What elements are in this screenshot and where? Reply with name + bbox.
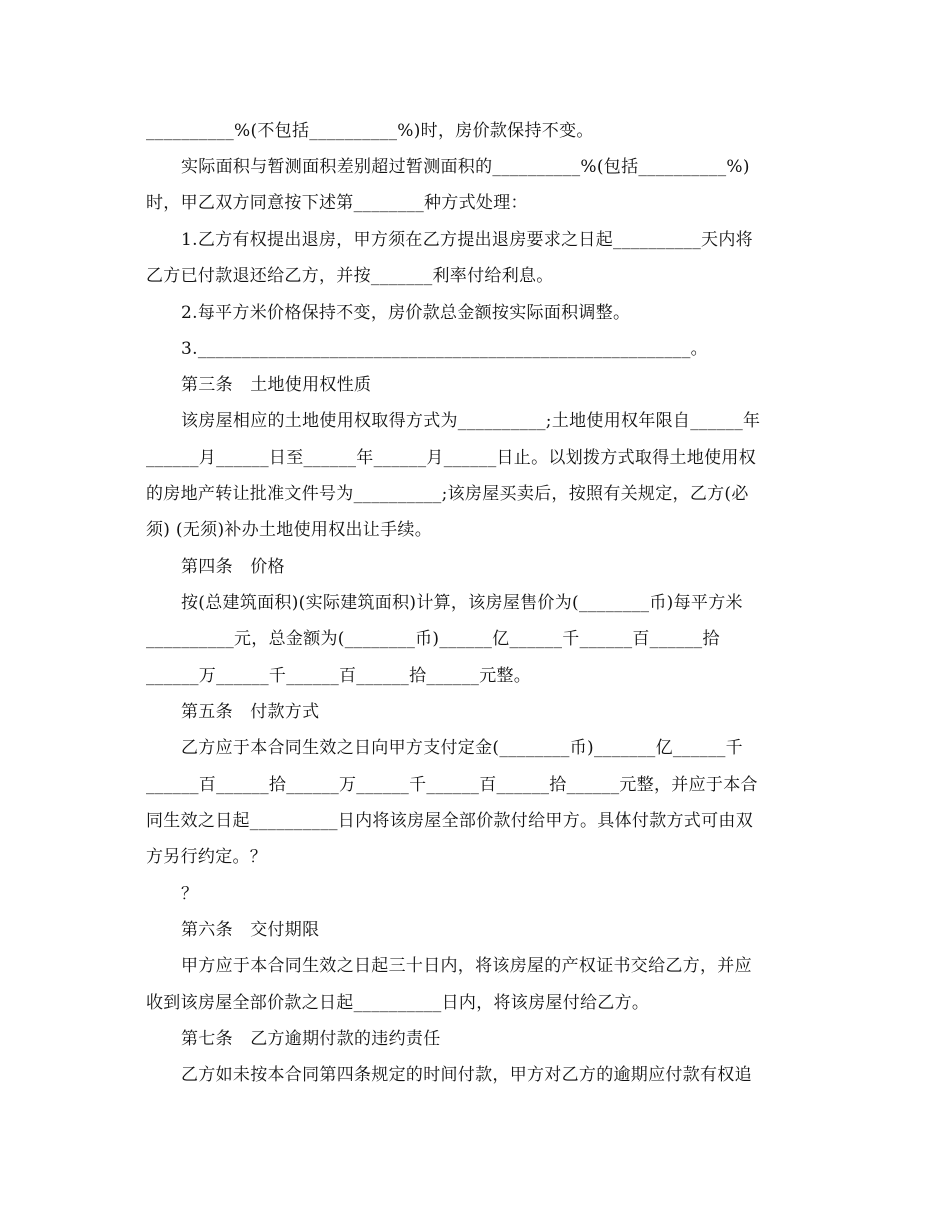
- section-heading: 第六条 交付期限: [181, 920, 320, 940]
- text-line: 乙方如未按本合同第四条规定的时间付款，甲方对乙方的逾期应付款有权追: [181, 1065, 752, 1085]
- text-line: 时，甲乙双方同意按下述第________种方式处理：: [146, 193, 528, 213]
- text-line: 收到该房屋全部价款之日起__________日内，将该房屋付给乙方。: [146, 993, 650, 1013]
- text-line: ______万______千______百______拾______元整。: [146, 666, 532, 686]
- section-heading: 第三条 土地使用权性质: [181, 375, 372, 395]
- text-line: __________元，总金额为(________币)______亿______千______百______拾: [146, 629, 720, 649]
- text-line: ______月______日至______年______月______日止。以划拨方式取得土地使用权: [146, 448, 756, 468]
- text-line: ______百______拾______万______千______百______拾______元整，并应于本合: [146, 775, 758, 795]
- text-line: 方另行约定。？: [146, 847, 268, 867]
- text-line: 2.每平方米价格保持不变，房价款总金额按实际面积调整。: [181, 303, 631, 323]
- text-line: 同生效之日起__________日内将该房屋全部价款付给甲方。具体付款方式可由双: [146, 811, 753, 831]
- text-line: 按(总建筑面积)(实际建筑面积)计算，该房屋售价为(________币)每平方米: [181, 593, 743, 613]
- text-line: 甲方应于本合同生效之日起三十日内，将该房屋的产权证书交给乙方，并应: [181, 956, 752, 976]
- text-line: 该房屋相应的土地使用权取得方式为__________;土地使用权年限自______年: [181, 411, 761, 431]
- text-line: __________%(不包括__________%)时，房价款保持不变。: [146, 121, 594, 141]
- text-line: 须) (无须)补办土地使用权出让手续。: [146, 520, 432, 540]
- text-line: 3.________________________________________________________。: [181, 339, 708, 359]
- text-line: ？: [181, 884, 199, 904]
- text-line: 乙方已付款退还给乙方，并按_______利率付给利息。: [146, 266, 554, 286]
- text-line: 乙方应于本合同生效之日向甲方支付定金(________币)_______亿______千: [181, 738, 743, 758]
- text-line: 的房地产转让批准文件号为__________;该房屋买卖后，按照有关规定，乙方(必: [146, 484, 749, 504]
- section-heading: 第四条 价格: [181, 557, 285, 577]
- text-line: 1.乙方有权提出退房，甲方须在乙方提出退房要求之日起__________天内将: [181, 230, 753, 250]
- section-heading: 第五条 付款方式: [181, 702, 320, 722]
- text-line: 实际面积与暂测面积差别超过暂测面积的__________%(包括__________%): [181, 157, 750, 177]
- section-heading: 第七条 乙方逾期付款的违约责任: [181, 1029, 441, 1049]
